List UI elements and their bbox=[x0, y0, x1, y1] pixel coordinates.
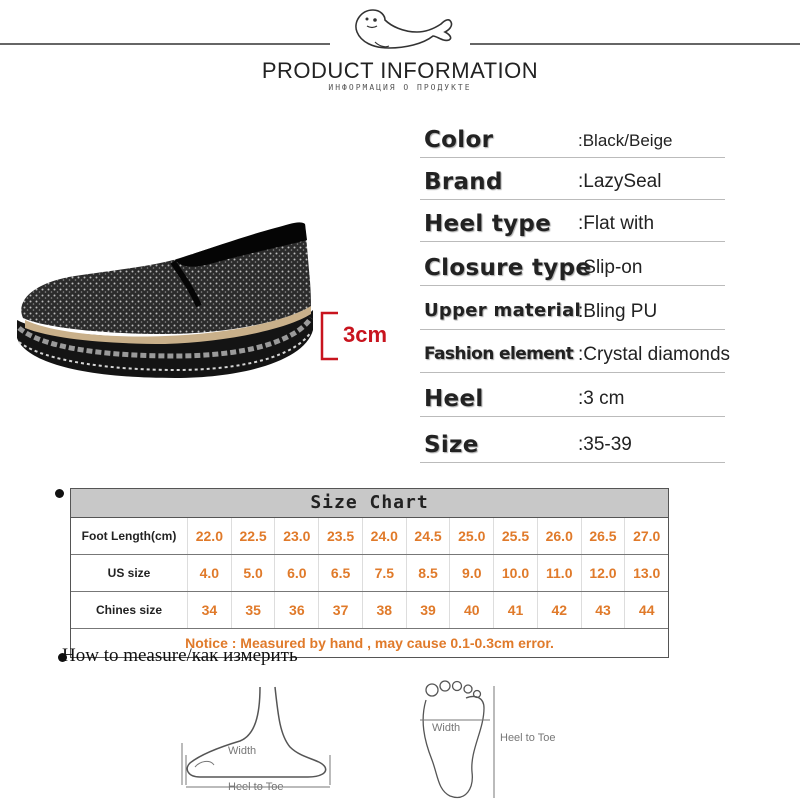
spec-value: :Black/Beige bbox=[578, 131, 673, 150]
spec-value: :Flat with bbox=[578, 213, 655, 234]
spec-label: Heel type bbox=[424, 211, 552, 237]
spec-value: :LazySeal bbox=[578, 171, 662, 192]
spec-label: Color bbox=[424, 127, 494, 153]
page-title: PRODUCT INFORMATION bbox=[261, 58, 539, 83]
spec-row-heel-type bbox=[420, 199, 725, 242]
table-cell: 26.5 bbox=[581, 518, 625, 554]
table-cell: 34 bbox=[187, 592, 231, 628]
table-cell: 22.0 bbox=[187, 518, 231, 554]
seal-logo-icon bbox=[345, 2, 460, 54]
table-cell: 24.5 bbox=[406, 518, 450, 554]
spec-row-brand bbox=[420, 157, 725, 200]
table-cell: 23.5 bbox=[318, 518, 362, 554]
table-cell: 11.0 bbox=[537, 555, 581, 591]
table-cell: 23.0 bbox=[274, 518, 318, 554]
table-cell: 27.0 bbox=[624, 518, 668, 554]
spec-row-upper-material bbox=[420, 287, 725, 330]
side-width-label: Width bbox=[228, 745, 257, 757]
table-cell: 4.0 bbox=[187, 555, 231, 591]
size-chart-title: Size Chart bbox=[71, 489, 668, 518]
foot-top-diagram bbox=[410, 680, 505, 802]
table-cell: 6.0 bbox=[274, 555, 318, 591]
table-cell: 39 bbox=[406, 592, 450, 628]
spec-row-closure-type bbox=[420, 243, 725, 286]
table-cell: 40 bbox=[449, 592, 493, 628]
spec-row-fashion-element bbox=[420, 330, 731, 373]
spec-label: Fashion element bbox=[424, 344, 574, 364]
spec-row-heel bbox=[420, 374, 725, 417]
table-row-chines-size bbox=[71, 592, 668, 629]
header-rule-right bbox=[470, 43, 800, 45]
table-cell: 41 bbox=[493, 592, 537, 628]
table-cell: 5.0 bbox=[231, 555, 275, 591]
spec-value: :3 cm bbox=[578, 388, 625, 409]
table-cell: 9.0 bbox=[449, 555, 493, 591]
table-row-foot-length bbox=[71, 518, 668, 555]
table-cell: 44 bbox=[624, 592, 668, 628]
spec-label: Heel bbox=[424, 386, 484, 412]
table-cell: 12.0 bbox=[581, 555, 625, 591]
table-row-us-size bbox=[71, 555, 668, 592]
measure-title: How to measure/как измерить bbox=[62, 645, 298, 666]
table-cell: 38 bbox=[362, 592, 406, 628]
spec-label: Brand bbox=[424, 169, 503, 195]
table-cell: 8.5 bbox=[406, 555, 450, 591]
spec-label: Size bbox=[424, 432, 479, 458]
page-subtitle: ИНФОРМАЦИЯ О ПРОДУКТЕ bbox=[328, 83, 472, 92]
spec-value: :Slip-on bbox=[578, 257, 643, 278]
row-header: Foot Length(cm) bbox=[81, 529, 177, 543]
spec-label: Upper material bbox=[424, 300, 582, 321]
size-chart-bullet-icon bbox=[55, 489, 64, 498]
table-cell: 6.5 bbox=[318, 555, 362, 591]
table-cell: 42 bbox=[537, 592, 581, 628]
header-rule-left bbox=[0, 43, 330, 45]
table-cell: 43 bbox=[581, 592, 625, 628]
table-cell: 35 bbox=[231, 592, 275, 628]
table-cell: 25.5 bbox=[493, 518, 537, 554]
table-cell: 37 bbox=[318, 592, 362, 628]
side-heel-to-toe-label: Heel to Toe bbox=[228, 781, 284, 793]
size-chart-notice: Notice : Measured by hand , may cause 0.1-0.3cm error. bbox=[185, 635, 554, 651]
table-cell: 10.0 bbox=[493, 555, 537, 591]
table-cell: 26.0 bbox=[537, 518, 581, 554]
spec-value: :Crystal diamonds bbox=[578, 344, 731, 365]
spec-row-size bbox=[420, 420, 725, 463]
table-cell: 36 bbox=[274, 592, 318, 628]
table-cell: 13.0 bbox=[624, 555, 668, 591]
table-cell: 24.0 bbox=[362, 518, 406, 554]
shoe-image bbox=[5, 210, 320, 400]
row-header: US size bbox=[107, 566, 151, 580]
spec-row-color bbox=[420, 115, 725, 158]
table-cell: 22.5 bbox=[231, 518, 275, 554]
heel-height-label: 3cm bbox=[343, 322, 388, 347]
row-header: Chines size bbox=[95, 603, 163, 617]
spec-label: Closure type bbox=[424, 255, 592, 281]
table-cell: 7.5 bbox=[362, 555, 406, 591]
size-chart-table bbox=[70, 488, 669, 658]
spec-value: :35-39 bbox=[578, 434, 632, 455]
top-heel-to-toe-label: Heel to Toe bbox=[500, 732, 556, 744]
heel-height-bracket-icon bbox=[318, 311, 340, 361]
table-cell: 25.0 bbox=[449, 518, 493, 554]
top-width-label: Width bbox=[432, 722, 461, 734]
spec-value: :Bling PU bbox=[578, 301, 658, 322]
